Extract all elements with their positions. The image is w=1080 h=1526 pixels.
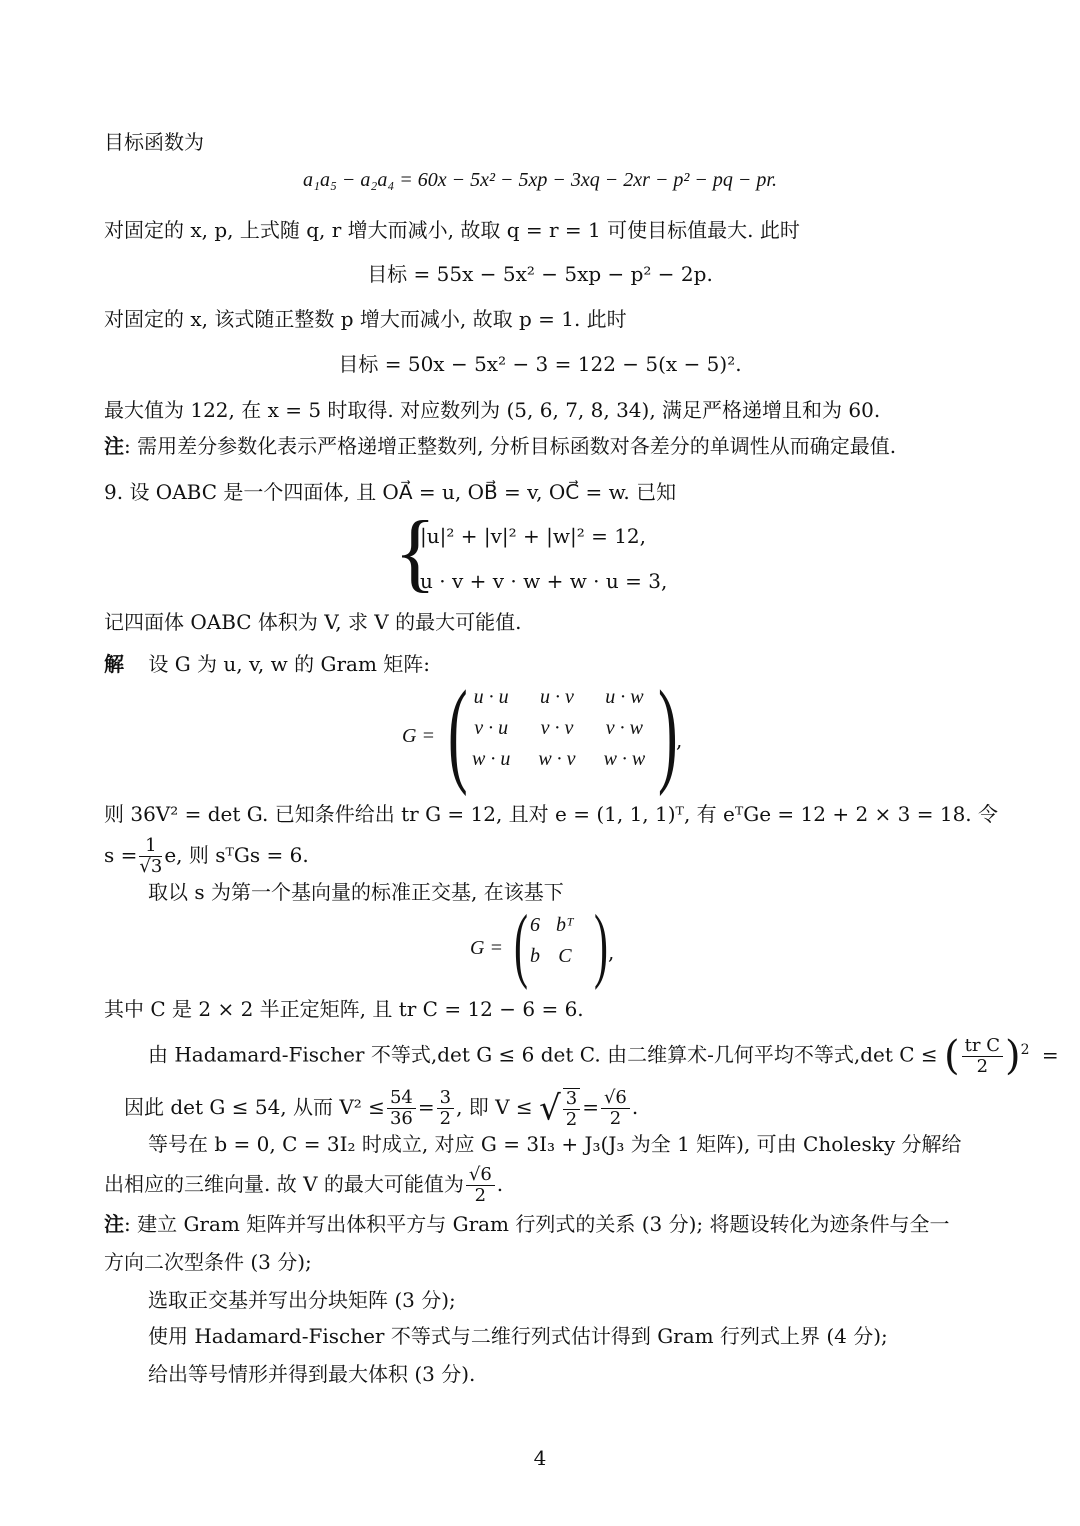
paren: ) <box>1004 1033 1021 1080</box>
equation: 目标 = 55x − 5x² − 5xp − p² − 2p. <box>367 262 713 286</box>
fraction-num: 3 <box>563 1089 580 1110</box>
text-line: 使用 Hadamard-Fischer 不等式与二维行列式估计得到 Gram 行列式上界 (4 分); <box>148 1324 888 1348</box>
text-line: 方向二次型条件 (3 分); <box>104 1250 312 1274</box>
expr: s = <box>104 843 138 867</box>
text-line: 对固定的 x, p, 上式随 q, r 增大而减小, 故取 q = r = 1 可使目标值最大. 此时 <box>104 218 800 242</box>
equation: a₁a₅ − a₂a₄ = 60x − 5x² − 5xp − 3xq − 2xr − p² − pq − pr. <box>302 169 777 191</box>
fraction <box>437 1088 454 1129</box>
block-matrix <box>522 910 582 972</box>
expr: , 即 V ≤ <box>456 1095 533 1119</box>
fraction-num: √6 <box>601 1088 630 1109</box>
fraction-den: 36 <box>389 1108 413 1129</box>
matrix-cell: b <box>530 945 540 967</box>
expr: 由 Hadamard-Fischer 不等式,det G ≤ 6 det C. 由二维算术-几何平均不等式,det C ≤ <box>148 1042 938 1067</box>
text-line: 等号在 b = 0, C = 3I₂ 时成立, 对应 G = 3I₃ + J₃(J₃ 为全 1 矩阵), 可由 Cholesky 分解给 <box>148 1132 962 1156</box>
matrix-label: G = <box>470 937 503 959</box>
matrix-cell: 6 <box>530 914 540 936</box>
gram-matrix <box>458 682 659 775</box>
text-line: 目标函数为 <box>104 130 204 154</box>
left-paren: ( <box>448 666 468 797</box>
equation: 目标 = 50x − 5x² − 3 = 122 − 5(x − 5)². <box>338 352 742 376</box>
right-paren: ) <box>658 666 678 797</box>
note-label: 注 <box>104 434 124 458</box>
matrix-cell: v · w <box>605 717 644 739</box>
expr: = <box>582 1095 599 1119</box>
expr: 因此 det G ≤ 54, 从而 V² ≤ <box>124 1095 385 1119</box>
note-text: : 需用差分参数化表示严格递增正整数列, 分析目标函数对各差分的单调性从而确定最值. <box>124 434 897 458</box>
note-text: : 建立 Gram 矩阵并写出体积平方与 Gram 行列式的关系 (3 分); 将题设转化为迹条件与全一 <box>124 1212 950 1236</box>
fraction-den: 2 <box>609 1108 622 1129</box>
text-line: 出相应的三维向量. 故 V 的最大可能值为 $\frac{√6}{2}$ . <box>104 1164 504 1206</box>
fraction-den: 2 <box>565 1108 578 1130</box>
text-line: 取以 s 为第一个基向量的标准正交基, 在该基下 <box>148 880 564 904</box>
equation: u · v + v · w + w · u = 3, <box>420 569 668 593</box>
comma: , <box>608 940 615 964</box>
text-line: 其中 C 是 2 × 2 半正定矩阵, 且 tr C = 12 − 6 = 6. <box>104 997 584 1021</box>
fraction-num: 1 <box>139 836 162 857</box>
fraction-den: 2 <box>439 1108 452 1129</box>
fraction-num: tr C <box>962 1036 1003 1057</box>
fraction-den: 2 <box>474 1185 487 1206</box>
text-line: 选取正交基并写出分块矩阵 (3 分); <box>148 1288 456 1312</box>
expr: = <box>1041 1042 1059 1067</box>
text-line: 由 Hadamard-Fischer 不等式,det G ≤ 6 det C. 由二维算术-几何平均不等式,det C ≤ ( $\frac{\text{tr C}}{2}$ )$^2$ = <box>148 1033 1059 1080</box>
matrix-cell: w · u <box>472 748 511 770</box>
problem-statement: 9. 设 OABC 是一个四面体, 且 OA⃗ = u, OB⃗ = v, OC⃗ = w. 已知 <box>104 480 677 504</box>
comma: , <box>676 728 683 752</box>
left-brace: { <box>394 504 437 601</box>
fraction <box>563 1088 580 1130</box>
equation: |u|² + |v|² + |w|² = 12, <box>420 524 647 548</box>
left-paren: ( <box>514 898 528 991</box>
expr: 出相应的三维向量. 故 V 的最大可能值为 <box>104 1172 464 1196</box>
matrix-cell: C <box>558 945 572 967</box>
solution-label: 解 <box>104 652 124 676</box>
matrix-cell: bᵀ <box>556 914 574 936</box>
expr: = <box>417 1095 435 1119</box>
matrix-cell: w · v <box>538 748 576 770</box>
text-line: 因此 det G ≤ 54, 从而 V² ≤ $\frac{54}{36}$ = $\frac{3}{2}$ , 即 V ≤ √ $\frac{3}{2}$ = $\frac{√6}{2}$ . <box>124 1087 639 1130</box>
expr: e, 则 sᵀGs = 6. <box>164 843 309 867</box>
solution-line <box>104 650 430 678</box>
note-line <box>104 432 896 460</box>
text-line: 最大值为 122, 在 x = 5 时取得. 对应数列为 (5, 6, 7, 8, 34), 满足严格递增且和为 60. <box>104 398 881 422</box>
fraction-den: 2 <box>976 1055 989 1077</box>
fraction <box>139 836 162 877</box>
matrix-cell: w · w <box>603 748 646 770</box>
fraction <box>962 1036 1003 1077</box>
text-line: 对固定的 x, 该式随正整数 p 增大而减小, 故取 p = 1. 此时 <box>104 307 627 331</box>
text-line: 给出等号情形并得到最大体积 (3 分). <box>148 1362 476 1386</box>
paren: ( <box>944 1033 960 1080</box>
fraction <box>601 1088 630 1129</box>
fraction <box>466 1165 495 1206</box>
text-line: 记四面体 OABC 体积为 V, 求 V 的最大可能值. <box>104 610 522 634</box>
sqrt-sign: √ <box>539 1088 561 1129</box>
note-line <box>104 1210 950 1238</box>
text-line <box>104 832 309 878</box>
matrix-cell: u · v <box>540 686 574 708</box>
solution-text: 设 G 为 u, v, w 的 Gram 矩阵: <box>148 652 430 676</box>
matrix-cell: u · u <box>473 686 509 708</box>
fraction-num: √6 <box>466 1165 495 1186</box>
text-line: 则 36V² = det G. 已知条件给出 tr G = 12, 且对 e = (1, 1, 1)ᵀ, 有 eᵀGe = 12 + 2 × 3 = 18. 令 <box>104 802 999 826</box>
matrix-cell: v · v <box>540 717 574 739</box>
matrix-cell: v · u <box>474 717 509 739</box>
matrix-cell: u · w <box>605 686 644 708</box>
matrix-label: G = <box>402 725 435 747</box>
fraction <box>387 1088 416 1129</box>
fraction-num: 3 <box>437 1088 454 1109</box>
fraction-den: √3 <box>139 856 163 877</box>
fraction-num: 54 <box>387 1088 416 1109</box>
note-label: 注 <box>104 1212 124 1236</box>
page-number: 4 <box>533 1446 547 1470</box>
right-paren: ) <box>594 898 608 991</box>
